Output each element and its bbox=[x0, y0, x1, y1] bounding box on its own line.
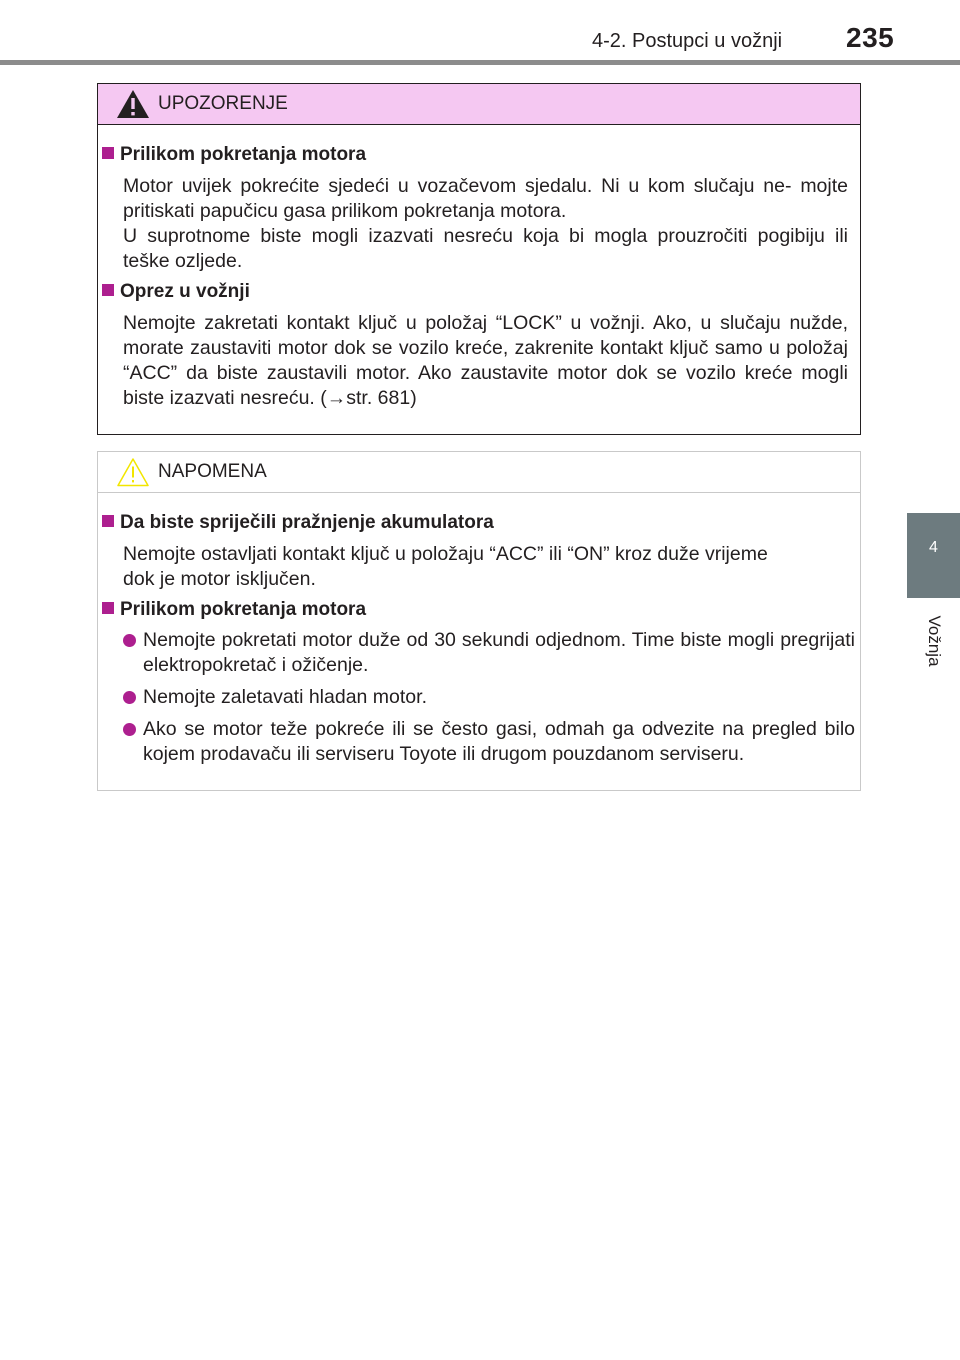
warning-item-text: Nemojte zakretati kontakt ključ u položaj “LOCK” u vožnji. Ako, u slučaju nužde, morate zaustaviti motor dok se vozilo kreće, zakrenite kontakt ključ samo u položaj “ACC” da biste zaustavili motor. Ako zaustavite motor dok se vozilo kreće mogli biste izazvati nesreću. (→str. 681) bbox=[123, 312, 849, 409]
notice-box bbox=[97, 451, 861, 791]
section-title: 4-2. Postupci u vožnji bbox=[592, 30, 783, 52]
notice-title: NAPOMENA bbox=[158, 461, 267, 482]
chapter-label: Vožnja bbox=[924, 615, 944, 667]
notice-header bbox=[98, 452, 860, 493]
page-number: 235 bbox=[846, 22, 895, 53]
round-bullet-icon bbox=[123, 634, 136, 647]
round-bullet-icon bbox=[123, 691, 136, 704]
header-rule bbox=[0, 60, 960, 65]
warning-item-heading: Oprez u vožnji bbox=[102, 281, 250, 303]
notice-bullet: Ako se motor teže pokreće ili se često gasi, odmah ga odvezite na pregled bilo kojem prodavaču ili serviseru Toyote ili drugom pouzdanom serviseru. bbox=[123, 717, 855, 767]
notice-bullet: Nemojte pokretati motor duže od 30 sekundi odjednom. Time biste mogli pregrijati elektropokretač i ožičenje. bbox=[123, 628, 855, 678]
square-bullet-icon bbox=[102, 515, 114, 527]
warning-triangle-icon bbox=[116, 89, 150, 119]
notice-item-heading: Prilikom pokretanja motora bbox=[102, 599, 366, 621]
caution-triangle-icon bbox=[116, 457, 150, 487]
square-bullet-icon bbox=[102, 147, 114, 159]
warning-item-heading: Prilikom pokretanja motora bbox=[102, 144, 366, 166]
chapter-number: 4 bbox=[929, 539, 938, 556]
warning-header bbox=[98, 84, 860, 125]
chapter-tab[interactable] bbox=[907, 513, 960, 598]
round-bullet-icon bbox=[123, 723, 136, 736]
square-bullet-icon bbox=[102, 602, 114, 614]
chapter-label-wrap bbox=[907, 606, 960, 676]
warning-title: UPOZORENJE bbox=[158, 93, 288, 114]
notice-item-text: Nemojte ostavljati kontakt ključ u položaju “ACC” ili “ON” kroz duže vrijeme dok je motor isključen. bbox=[123, 543, 768, 590]
warning-item-text: Motor uvijek pokrećite sjedeći u vozačevom sjedalu. Ni u kom slučaju ne- mojte pritiskati papučicu gasa prilikom pokretanja motora. U suprotnome biste mogli izazvati nesreću koja bi mogla prouzročiti pogibiju ili teške ozljede. bbox=[123, 175, 848, 272]
notice-bullet: Nemojte zaletavati hladan motor. bbox=[123, 685, 855, 710]
square-bullet-icon bbox=[102, 284, 114, 296]
warning-box bbox=[97, 83, 861, 435]
notice-item-heading: Da biste spriječili pražnjenje akumulatora bbox=[102, 512, 494, 534]
